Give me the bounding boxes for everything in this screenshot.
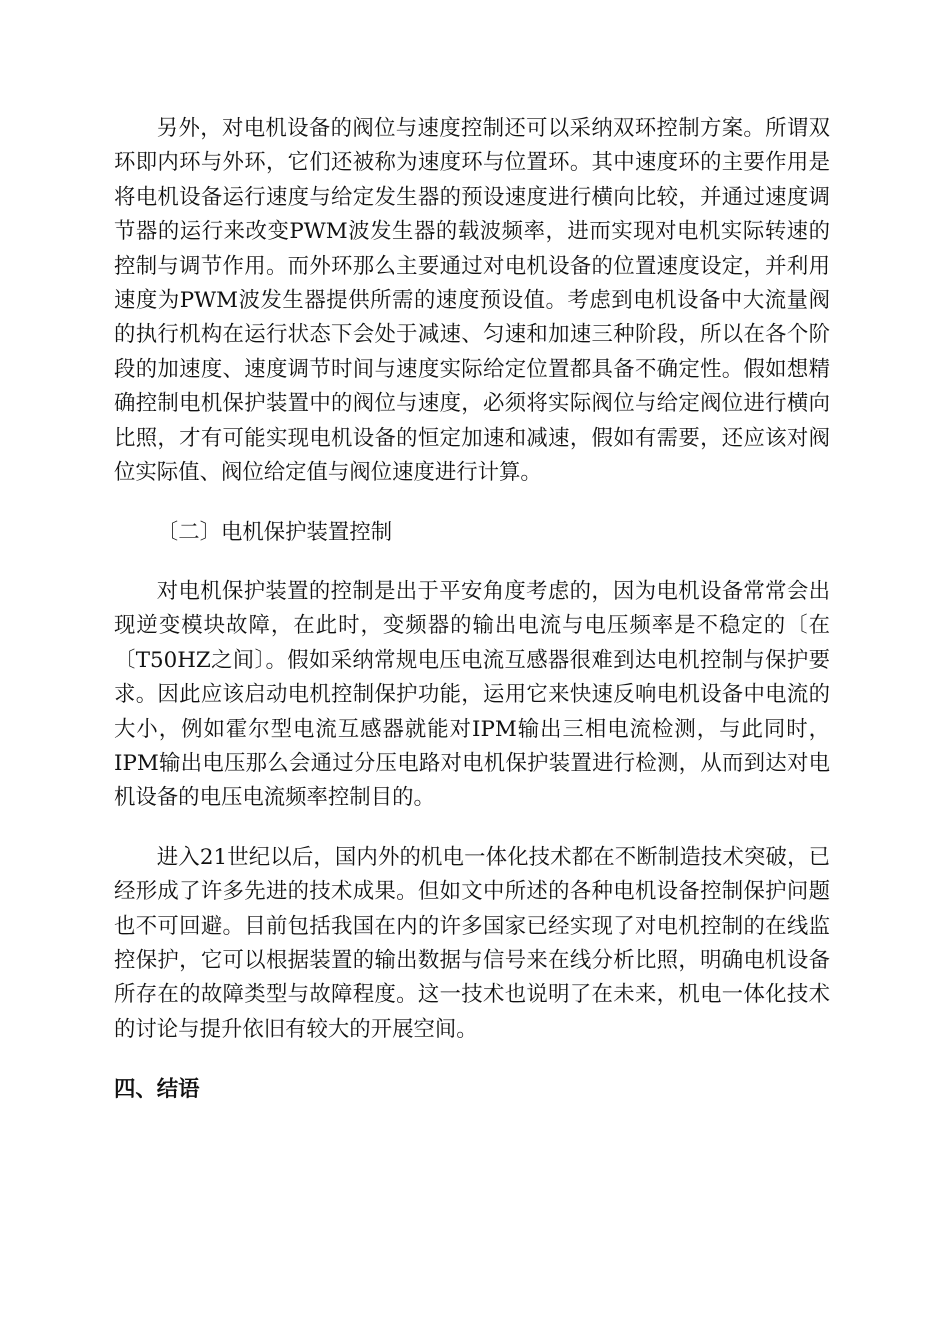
paragraph-21st-century-mechatronics: 进入21世纪以后，国内外的机电一体化技术都在不断制造技术突破，已经形成了许多先进的技术成果。但如文中所述的各种电机设备控制保护问题也不可回避。目前包括我国在内的许多国家已经实现了对电机控制的在线监控保护，它可以根据装置的输出数据与信号来在线分析比照，明确电机设备所存在的故障类型与故障程度。这一技术也说明了在未来，机电一体化技术的讨论与提升依旧有较大的开展空间。: [114, 844, 830, 1042]
paragraph-motor-protection: 对电机保护装置的控制是出于平安角度考虑的，因为电机设备常常会出现逆变模块故障，在此时，变频器的输出电流与电压频率是不稳定的〔在〔T50HZ之间〕。假如采纳常规电压电流互感器很难到达电机控制与保护要求。因此应该启动电机控制保护功能，运用它来快速反响电机设备中电流的大小，例如霍尔型电流互感器就能对IPM输出三相电流检测，与此同时，IPM输出电压那么会通过分压电路对电机保护装置进行检测，从而到达对电机设备的电压电流频率控制目的。: [114, 578, 830, 811]
paragraph-dual-loop-control: 另外，对电机设备的阀位与速度控制还可以采纳双环控制方案。所谓双环即内环与外环，它们还被称为速度环与位置环。其中速度环的主要作用是将电机设备运行速度与给定发生器的预设速度进行横向比较，并通过速度调节器的运行来改变PWM波发生器的载波频率，进而实现对电机实际转速的控制与调节作用。而外环那么主要通过对电机设备的位置速度设定，并利用速度为PWM波发生器提供所需的速度预设值。考虑到电机设备中大流量阀的执行机构在运行状态下会处于减速、匀速和加速三种阶段，所以在各个阶段的加速度、速度调节时间与速度实际给定位置都具备不确定性。假如想精确控制电机保护装置中的阀位与速度，必须将实际阀位与给定阀位进行横向比照，才有可能实现电机设备的恒定加速和减速，假如有需要，还应该对阀位实际值、阀位给定值与阀位速度进行计算。: [114, 116, 830, 486]
section-heading-conclusion: 四、结语: [114, 1077, 200, 1103]
document-body: [114, 112, 830, 1108]
subheading-motor-protection-control: 〔二〕电机保护装置控制: [156, 520, 393, 546]
